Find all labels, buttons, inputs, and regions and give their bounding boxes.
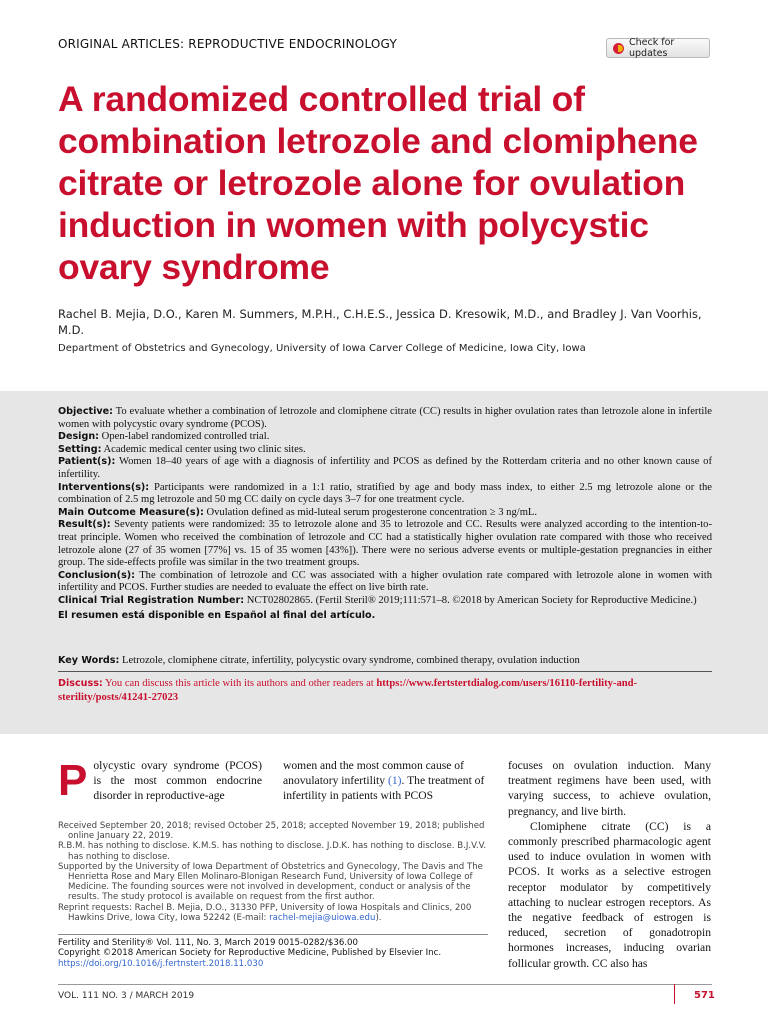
keywords [58,654,712,667]
results-label: Result(s): [58,519,111,531]
disclosure-note: R.B.M. has nothing to disclose. K.M.S. has nothing to disclose. J.D.K. has nothing to disclose. B.J.V.V. has nothing to disclose. [58,841,487,862]
drop-cap: P [58,756,88,805]
patients-label: Patient(s): [58,456,116,468]
discuss-label: Discuss: [58,678,103,689]
abstract-patients [58,456,712,481]
abstract-results [58,519,712,569]
objective-label: Objective: [58,406,113,417]
author-list: Rachel B. Mejia, D.O., Karen M. Summers, M.P.H., C.H.E.S., Jessica D. Kresowik, M.D., and Bradley J. Van Voorhis, M.D. [58,307,702,337]
spanish-note: El resumen está disponible en Español al final del artículo. [58,609,376,621]
outcome-text: Ovulation defined as mid-luteal serum progesterone concentration ≥ 3 ng/mL. [206,506,538,518]
abstract-setting [58,444,712,457]
body-column-1 [58,758,262,804]
footer-page-bar [674,984,675,1004]
reprint-note [58,903,488,923]
journal-info [58,938,488,969]
footer-divider [58,984,712,985]
reprint-text: Reprint requests: Rachel B. Mejia, D.O., 31330 PFP, University of Iowa Hospitals and Clinics, 200 Hawkins Drive, Iowa City, Iowa 52242 (E-mail: [58,902,472,923]
support-note: Supported by the University of Iowa Department of Obstetrics and Gynecology, The Davis and The Henrietta Rose and Mary Ellen Molinaro-Blonigan Research Fund, University of Iowa College of Medicine. The founding sources were not involved in development, conduct or analysis of the results. The study protocol is available on request from the first author. [58,861,483,903]
keywords-label: Key Words: [58,655,120,666]
received-note: Received September 20, 2018; revised October 25, 2018; accepted November 19, 2018; published online January 22, 2019. [58,821,485,842]
outcome-label: Main Outcome Measure(s): [58,506,204,518]
journal-copyright: Copyright ©2018 American Society for Reproductive Medicine, Published by Elsevier Inc. [58,948,442,959]
journal-citation: Fertility and Sterility® Vol. 111, No. 3, March 2019 0015-0282/$36.00 [58,938,358,948]
reprint-end: ). [375,912,382,923]
abstract-conclusion [58,570,712,595]
body-paragraph-2 [283,758,486,804]
body-text-2b: . The treatment of infertility in patients with PCOS [283,774,485,803]
section-label: ORIGINAL ARTICLES: REPRODUCTIVE ENDOCRINOLOGY [58,37,397,51]
page-number: 571 [694,990,715,1001]
interventions-label: Interventions(s): [58,481,150,493]
abstract-interventions [58,482,712,507]
discuss-link[interactable]: https://www.fertstertdialog.com/users/16110-fertility-and-sterility/posts/41241-27023 [58,678,638,703]
body-column-2 [283,758,486,804]
keywords-divider [58,671,712,672]
design-label: Design: [58,431,100,443]
body-paragraph-1: olycystic ovary syndrome (PCOS) is the most common endocrine disorder in reproductive-age [93,759,262,803]
journal-divider [58,934,488,935]
doi-link[interactable]: https://doi.org/10.1016/j.fertnstert.2018.11.030 [58,958,264,969]
abstract-trial [58,595,712,608]
abstract-objective [58,406,712,431]
interventions-text: Participants were randomized in a 1:1 ratio, stratified by age and body mass index, to either 2.5 mg letrozole alone or the combination of 2.5 mg letrozole and 50 mg CC daily on cycle days 3–7 for one treatment cycle. [58,481,712,506]
reference-link-1[interactable]: (1) [387,774,402,788]
body-paragraph-4: Clomiphene citrate (CC) is a commonly prescribed pharmacologic agent used to induce ovulation in women with PCOS. It works as a selective estrogen receptor modulator by competitively attaching to nuclear estrogen receptors. As the negative feedback of estrogen is reduced, secretion of gonadotropin hormones increases, inducing ovarian follicular growth. CC also has [508,819,711,970]
conclusion-label: Conclusion(s): [58,569,136,581]
results-text: Seventy patients were randomized: 35 to letrozole alone and 35 to letrozole and CC. Results were analyzed according to the intention-to-treat principle. Women who received the combination of letrozole and CC had a statistically higher ovulation rate compared with those who received letrozole alone (27 of 35 women [77%] vs. 15 of 35 women [43%]). There were no serious adverse events or multiple-gestation pregnancies in either group. The side-effects profile was similar in the two treatment groups. [58,519,712,569]
body-paragraph-3: focuses on ovulation induction. Many treatment regimens have been used, with varying success, to achieve ovulation, pregnancy, and live birth. [508,759,711,818]
discuss-text: You can discuss this article with its authors and other readers at [105,678,374,689]
article-title: A randomized controlled trial of combination letrozole and clomiphene citrate or letrozole alone for ovulation induction in women with polycystic ovary syndrome [58,79,698,287]
objective-text: To evaluate whether a combination of letrozole and clomiphene citrate (CC) results in higher ovulation rates than letrozole alone in infertile women with polycystic ovary syndrome (PCOS). [58,406,712,430]
footer-volume: VOL. 111 NO. 3 / MARCH 2019 [58,991,195,1001]
design-text: Open-label randomized controlled trial. [101,431,270,443]
setting-text: Academic medical center using two clinic sites. [103,443,306,455]
body-text-2a: women and the most common cause of anovulatory infertility [283,759,464,788]
body-column-3 [508,758,711,971]
conclusion-text: The combination of letrozole and CC was associated with a higher ovulation rate compared with letrozole alone in women with infertility and PCOS. Further studies are needed to evaluate the effect on live birth rate. [58,569,712,594]
abstract-design [58,431,712,444]
crossmark-icon [613,43,624,54]
abstract [58,406,712,622]
trial-label: Clinical Trial Registration Number: [58,594,245,606]
discuss-block [58,677,712,704]
affiliation: Department of Obstetrics and Gynecology, University of Iowa Carver College of Medicine, Iowa City, Iowa [58,343,586,354]
abstract-outcome [58,507,712,520]
patients-text: Women 18–40 years of age with a diagnosis of infertility and PCOS as defined by the Rotterdam criteria and no other known cause of infertility. [58,456,712,480]
check-for-updates-button[interactable] [606,38,710,58]
check-for-updates-label: Check for updates [629,37,675,59]
keywords-text: Letrozole, clomiphene citrate, infertility, polycystic ovary syndrome, combined therapy, ovulation induction [122,655,580,666]
trial-text: NCT02802865. (Fertil Steril® 2019;111:571–8. ©2018 by American Society for Reproductive Medicine.) [246,594,697,606]
setting-label: Setting: [58,443,102,455]
email-link[interactable]: rachel-mejia@uiowa.edu [269,912,376,923]
article-notes [58,821,488,923]
